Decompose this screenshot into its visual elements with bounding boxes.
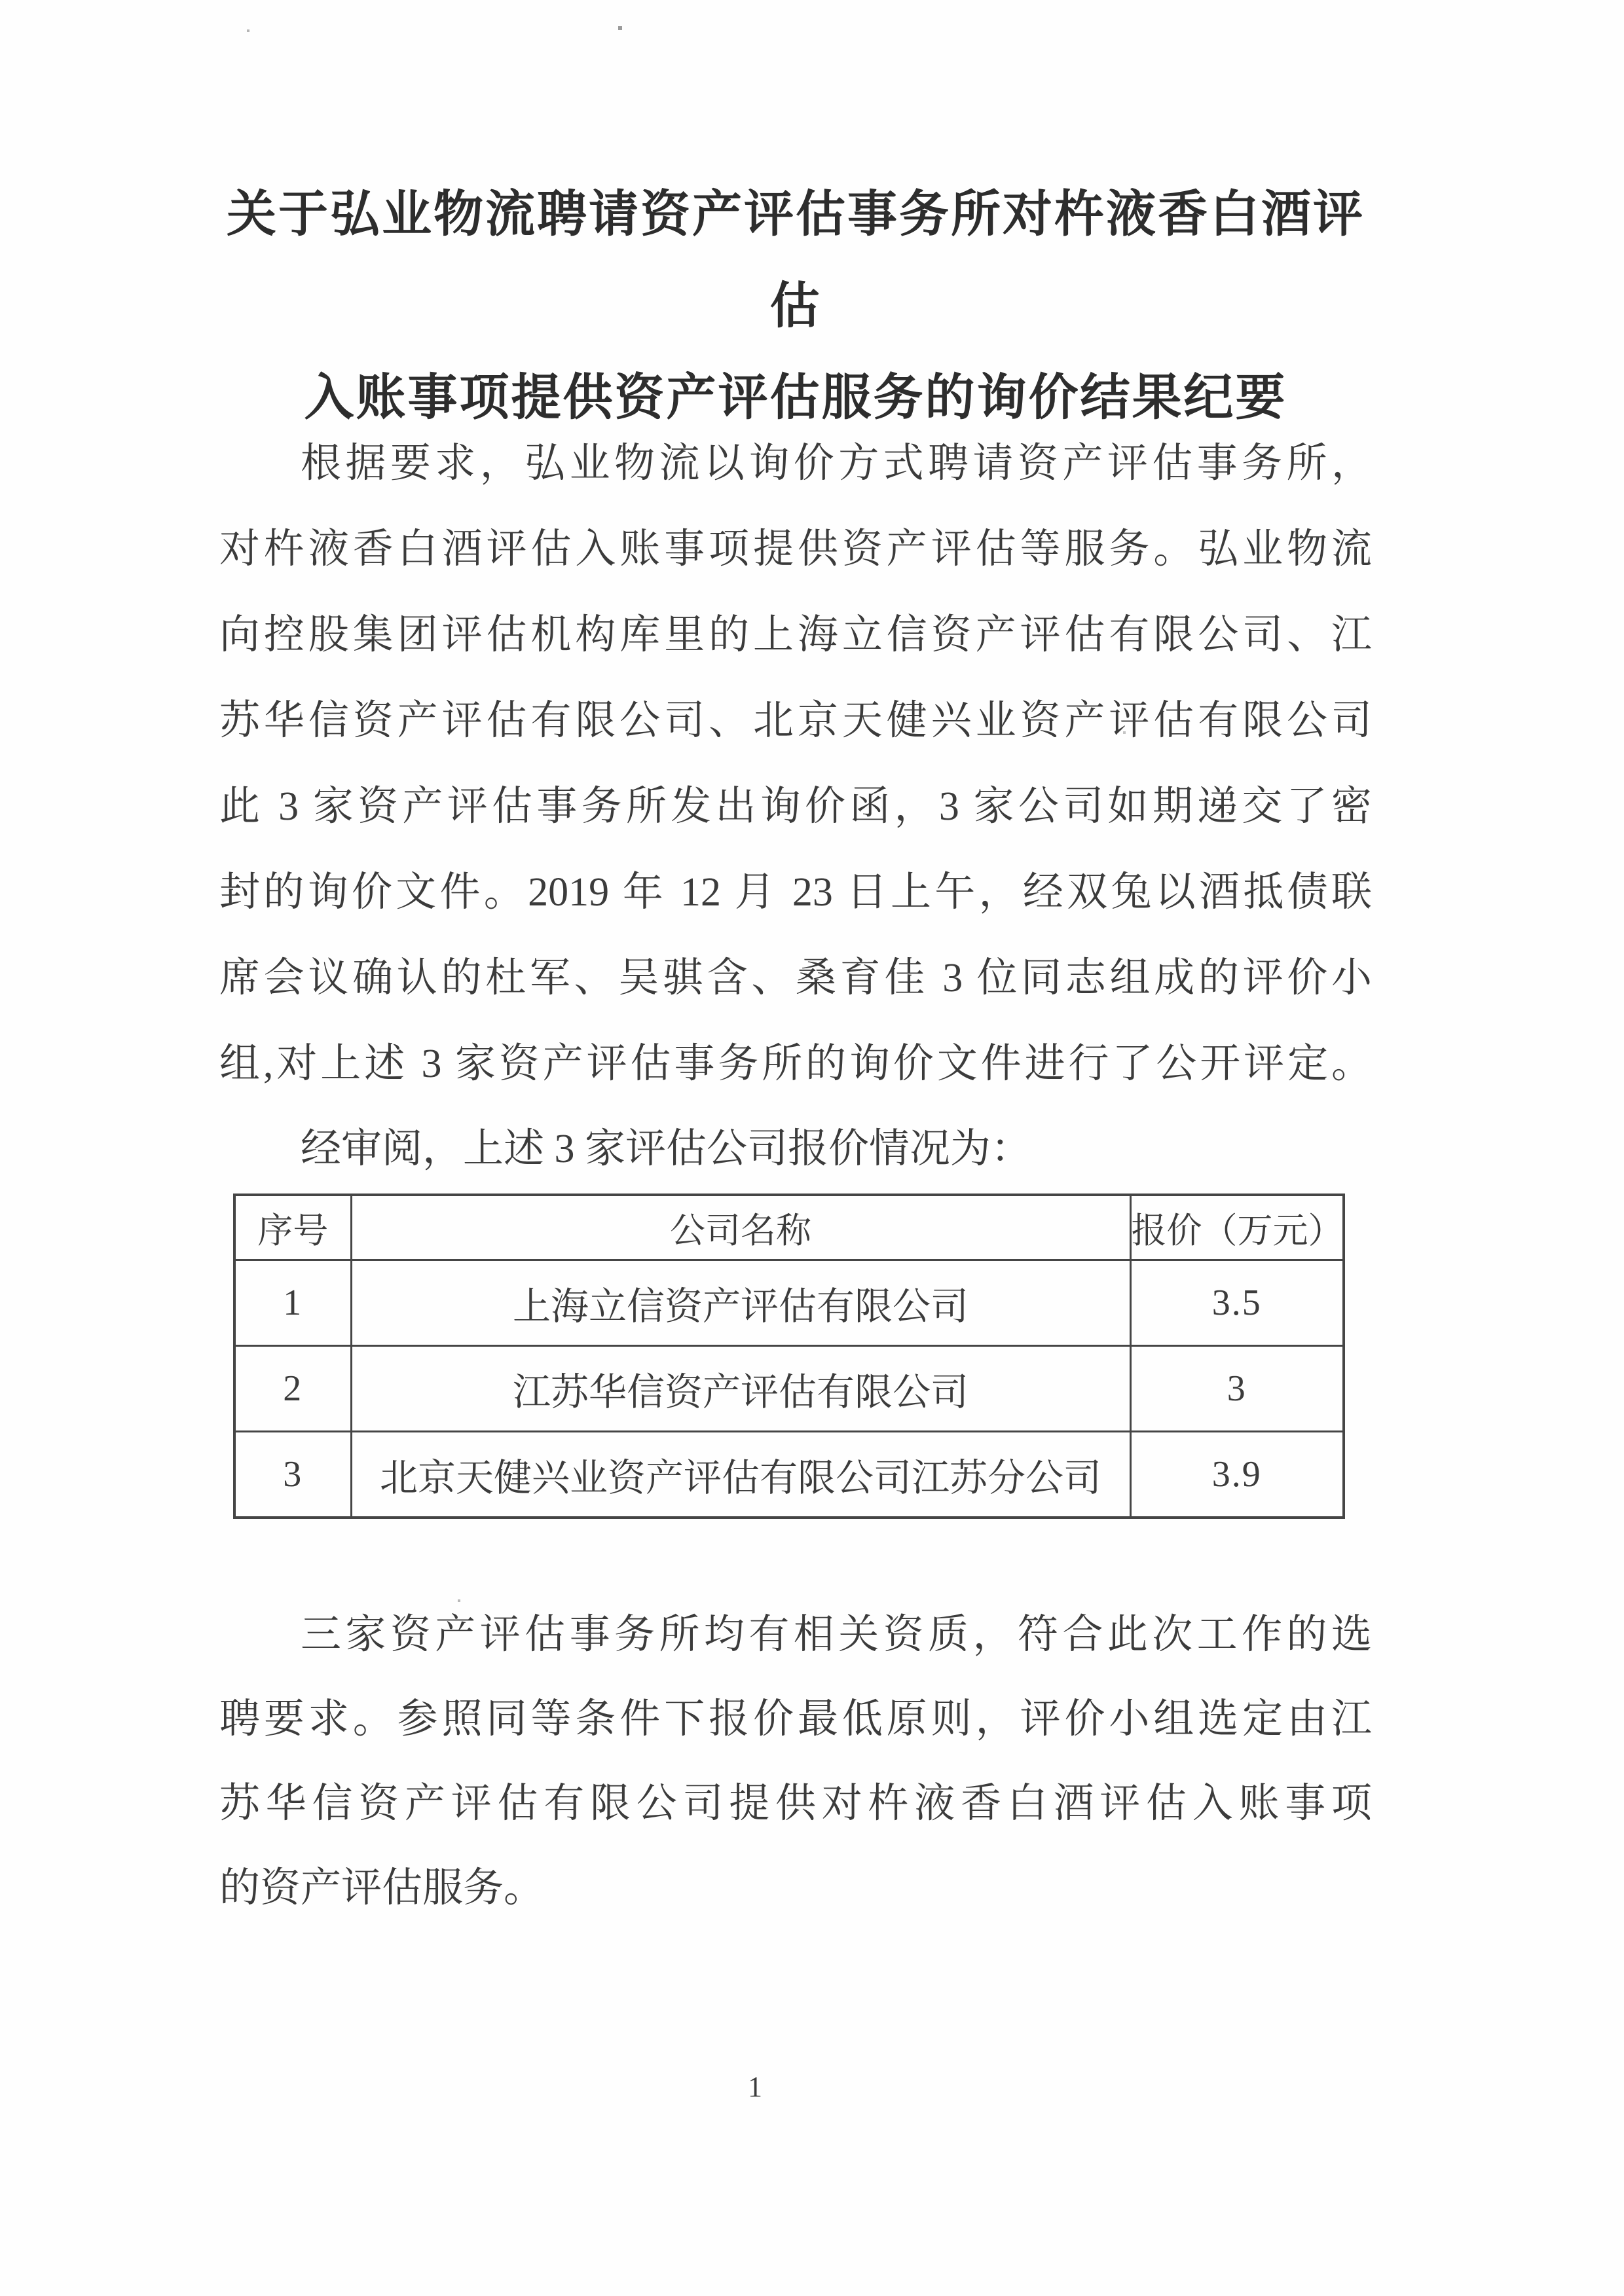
table-row [234, 1432, 1344, 1518]
body-line: 组,对上述 3 家资产评估事务所的询价文件进行了公开评定。 [219, 1042, 1372, 1086]
table-header-row [234, 1195, 1344, 1260]
quotation-table [233, 1194, 1345, 1519]
title-line-2: 入账事项提供资产评估服务的询价结果纪要 [304, 370, 1287, 426]
cell-index: 2 [234, 1346, 351, 1432]
paragraph-conclusion [219, 1593, 1372, 1931]
col-header-company: 公司名称 [351, 1195, 1130, 1260]
cell-index: 1 [234, 1260, 351, 1346]
cell-price: 3.9 [1130, 1432, 1344, 1518]
col-header-price: 报价（万元） [1130, 1195, 1344, 1260]
title-line-1: 关于弘业物流聘请资产评估事务所对杵液香白酒评估 [227, 187, 1365, 334]
cell-company: 江苏华信资产评估有限公司 [351, 1346, 1130, 1432]
cell-company: 北京天健兴业资产评估有限公司江苏分公司 [351, 1432, 1130, 1518]
table-row [234, 1260, 1344, 1346]
cell-company: 上海立信资产评估有限公司 [351, 1260, 1130, 1346]
page-number: 1 [748, 2071, 762, 2103]
body-line: 此 3 家资产评估事务所发出询价函，3 家公司如期递交了密 [219, 784, 1372, 829]
body-line: 的资产评估服务。 [219, 1866, 545, 1910]
body-line: 对杵液香白酒评估入账事项提供资产评估等服务。弘业物流 [219, 527, 1372, 572]
body-line: 席会议确认的杜军、吴骐含、桑育佳 3 位同志组成的评价小 [219, 956, 1372, 1000]
body-line: 苏华信资产评估有限公司提供对杵液香白酒评估入账事项 [219, 1781, 1372, 1826]
paragraph-opening [219, 421, 1372, 1107]
table-row [234, 1346, 1344, 1432]
document-title [219, 169, 1372, 444]
body-line: 苏华信资产评估有限公司、北京天健兴业资产评估有限公司 [219, 699, 1372, 743]
body-line: 聘要求。参照同等条件下报价最低原则，评价小组选定由江 [219, 1697, 1372, 1741]
cell-price: 3.5 [1130, 1260, 1344, 1346]
body-line: 根据要求，弘业物流以询价方式聘请资产评估事务所， [301, 441, 1372, 486]
cell-index: 3 [234, 1432, 351, 1518]
scan-speck [0, 0, 1, 1]
cell-price: 3 [1130, 1346, 1344, 1432]
body-line: 三家资产评估事务所均有相关资质，符合此次工作的选 [301, 1613, 1372, 1657]
col-header-index: 序号 [234, 1195, 351, 1260]
table-intro-line: 经审阅，上述 3 家评估公司报价情况为： [301, 1127, 1032, 1171]
body-line: 封的询价文件。2019 年 12 月 23 日上午，经双兔以酒抵债联 [219, 870, 1372, 915]
body-line: 向控股集团评估机构库里的上海立信资产评估有限公司、江 [219, 613, 1372, 657]
